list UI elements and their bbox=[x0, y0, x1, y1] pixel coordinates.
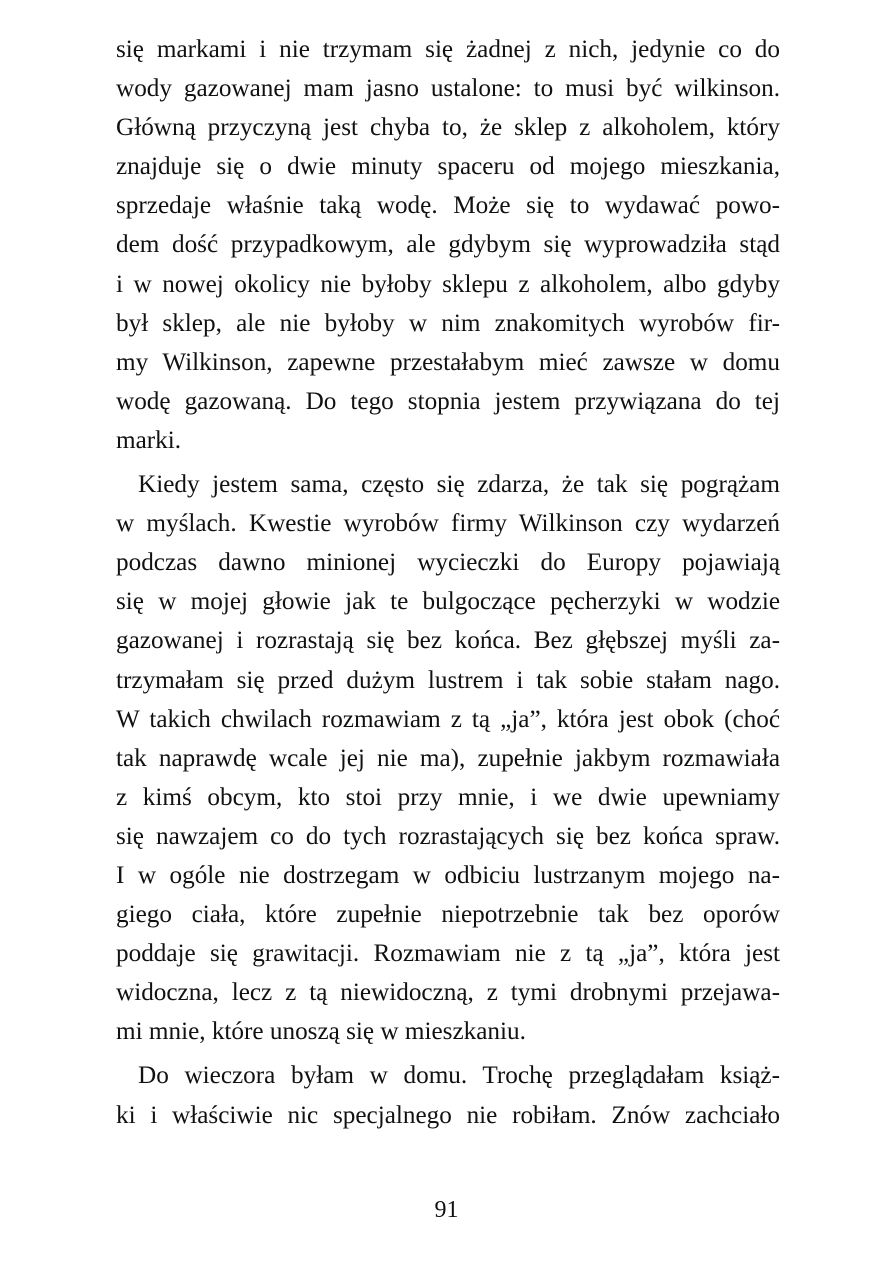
text-line: mi mnie, które unoszą się w mieszkaniu. bbox=[116, 1018, 526, 1046]
text-line: i w nowej okolicy nie byłoby sklepu z alkoholem, albo gdyby bbox=[116, 270, 780, 298]
text-line: my Wilkinson, zapewne przestałabym mieć zawsze w domu bbox=[116, 348, 780, 376]
text-line: sprzedaje właśnie taką wodę. Może się to wydawać powo- bbox=[116, 192, 780, 220]
page-number: 91 bbox=[434, 1197, 459, 1223]
text-line: trzymałam się przed dużym lustrem i tak sobie stałam nago. bbox=[116, 666, 780, 694]
text-line: ki i właściwie nic specjalnego nie robiłam. Znów zachciało bbox=[116, 1101, 780, 1129]
text-line: znajduje się o dwie minuty spaceru od mojego mieszkania, bbox=[116, 153, 780, 181]
text-line: dem dość przypadkowym, ale gdybym się wyprowadziła stąd bbox=[116, 231, 780, 259]
text-line: był sklep, ale nie byłoby w nim znakomitych wyrobów fir- bbox=[116, 309, 780, 337]
text-line: I w ogóle nie dostrzegam w odbiciu lustrzanym mojego na- bbox=[116, 861, 780, 889]
text-line: w myślach. Kwestie wyrobów firmy Wilkinson czy wydarzeń bbox=[116, 510, 780, 538]
text-line: marki. bbox=[116, 426, 182, 454]
text-line: tak naprawdę wcale jej nie ma), zupełnie jakbym rozmawiała bbox=[116, 744, 780, 772]
text-line: się nawzajem co do tych rozrastających się bez końca spraw. bbox=[116, 822, 780, 850]
text-line: W takich chwilach rozmawiam z tą „ja”, która jest obok (choć bbox=[116, 705, 780, 733]
text-line: wody gazowanej mam jasno ustalone: to musi być wilkinson. bbox=[116, 75, 780, 103]
text-line: Kiedy jestem sama, często się zdarza, że tak się pogrążam bbox=[138, 471, 780, 499]
text-line: giego ciała, które zupełnie niepotrzebnie tak bez oporów bbox=[116, 901, 780, 929]
text-line: gazowanej i rozrastają się bez końca. Bez głębszej myśli za- bbox=[116, 627, 780, 655]
text-line: wodę gazowaną. Do tego stopnia jestem przywiązana do tej bbox=[116, 387, 780, 415]
text-line: Do wieczora byłam w domu. Trochę przeglądałam książ- bbox=[138, 1062, 780, 1090]
text-line: poddaje się grawitacji. Rozmawiam nie z tą „ja”, która jest bbox=[116, 940, 780, 968]
text-line: podczas dawno minionej wycieczki do Europy pojawiają bbox=[116, 549, 780, 577]
text-line: z kimś obcym, kto stoi przy mnie, i we dwie upewniamy bbox=[116, 783, 780, 811]
text-line: Główną przyczyną jest chyba to, że sklep z alkoholem, który bbox=[116, 114, 780, 142]
text-line: widoczna, lecz z tą niewidoczną, z tymi drobnymi przejawa- bbox=[116, 979, 780, 1007]
text-line: się w mojej głowie jak te bulgoczące pęcherzyki w wodzie bbox=[116, 588, 780, 616]
text-line: się markami i nie trzymam się żadnej z nich, jedynie co do bbox=[116, 36, 780, 63]
body-text bbox=[116, 30, 780, 1135]
